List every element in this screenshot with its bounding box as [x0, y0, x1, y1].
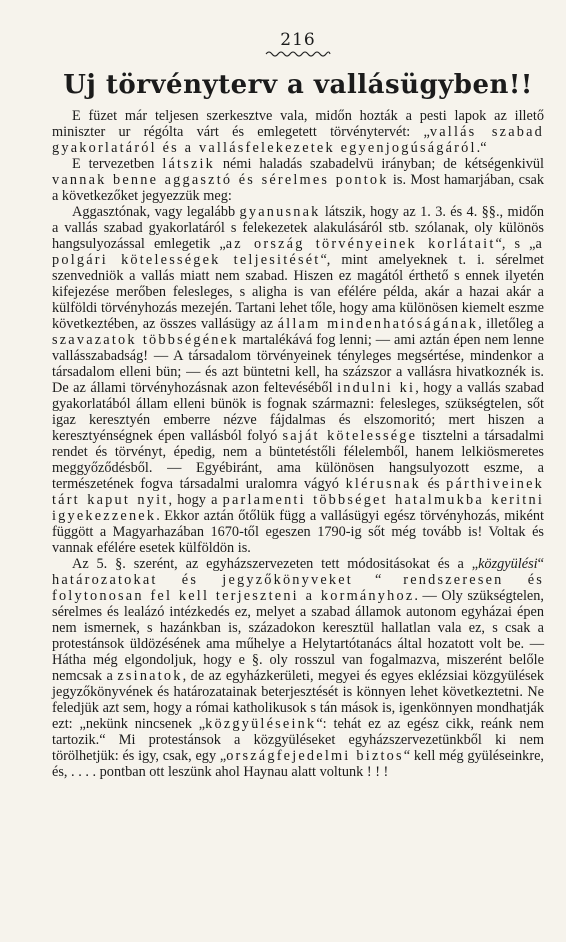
spaced-emphasis: szavazatok többségének [52, 332, 239, 348]
paragraph [52, 108, 544, 156]
text-run: és [420, 476, 447, 492]
text-run: E tervezetben [72, 156, 163, 172]
text-run: “ [352, 572, 404, 588]
text-run: , de az egyházkerületi, megyei és egyes eklézsiai közgyülések jegyzőkönyvének és határozatainak beterjesztését is könnyen lehet következtetni. Ne feledjük azt sem, hogy a római katholikusok s tán mások is, igenkönnyen mondhatják ezt: „nekünk nincsenek „ [52, 668, 544, 732]
spaced-emphasis: országfejedelmi biztos [226, 748, 404, 764]
spaced-emphasis: indulni ki [337, 380, 416, 396]
text-run: “: tehát ez az egész cikk, reánk nem tartozik.“ Mi protestánsok a közgyüléseket egyházszervezetünkből ki nem törölhetjük: és igy, csak, egy „ [52, 716, 544, 764]
spaced-emphasis: vannak benne aggasztó és sérelmes pontok [52, 172, 389, 188]
spaced-emphasis: zsinatok [117, 668, 183, 684]
spaced-emphasis: látszik [162, 156, 216, 172]
spaced-emphasis: saját kötelessége [282, 428, 418, 444]
text-run: , hogy a vallás szabad gyakorlatából állam elleni bünök is fognak származni: felesleges, szükségtelen, sőt igaz keresztyén emberre nézve fájdalmas és elszomoritó; mert hiszen a keresztyénségnek épen vallásból folyó [52, 380, 544, 444]
text-run: látszik, hogy az 1. 3. és 4. §§., midőn a vallás szabad gyakorlatáról s felekezetek alakulásáról stb. szólanak, oly különös hangsulyozással emlegetik „ [52, 204, 544, 252]
text-run: tisztelni a társadalmi rendet és törvényt, épedig, nem a büntetéstőli félelemből, hanem lelkiösmeretes meggyőződésből. — Egyébiránt, ama különösen hangsulyozott eszme, a természetének fogva társadalmi uralomra vágyó [52, 428, 544, 492]
paragraph [52, 204, 544, 556]
spaced-emphasis: rendszeresen és folytonosan fel kell terjeszteni a kormányhoz [52, 572, 545, 604]
text-run: . Ekkor aztán őtőlük függ a vallásügyi egész törvényhozás, miként függött a Magyarhazában 1670-től egeszen 1790-ig sőt még tovább is! Voltak és vannak efélére esetek külföldön is. [52, 508, 544, 556]
spaced-emphasis: a polgári kötelességek teljesitését [52, 236, 544, 268]
spaced-emphasis: közgyüléseink [205, 716, 317, 732]
text-run: némi haladás szabadelvü irányban; de kétségenkivül [215, 156, 544, 172]
text-run: . — Oly szükségtelen, sérelmes és lealázó intézkedés ez, melyet a szabad államok autonom egyházai épen nem ismernek, s hazánkban is, századokon keresztül hallatlan vala ez, s csak a protestánsok üldözésének ama műhelye a Helytartótanács által hozatott volt be. — Hátha még elgondoljuk, hogy e §. oly rosszul van fogalmazva, miszerént belőle nemcsak a [52, 588, 544, 684]
spaced-emphasis: párthiveinek tárt kaput nyit [52, 476, 545, 508]
spaced-emphasis: vallás szabad gyakorlatáról és a vallásfelekezetek egyenjogúságáról [52, 124, 545, 156]
spaced-emphasis: gyanusnak [239, 204, 321, 220]
text-run: martalékává fog lenni; — ami aztán épen nem lenne vallásszabadság! — A társadalom törvényeinek tényleges megsértése, mindenkor a társadalom elleni bün; — és azt büntetni kell, ha százszor a vallásra hivatkoznék is. De az állami törvényhozásnak azon feltevéséből [52, 332, 544, 396]
page-number: 216 [280, 30, 316, 50]
paragraph [52, 556, 544, 780]
spaced-emphasis: parlamenti többséget hatalmukba keritni igyekezzenek [52, 492, 544, 524]
text-run: “, s „ [495, 236, 536, 252]
text-run: “ [537, 556, 544, 572]
spaced-emphasis: állam mindenhatóságának [277, 316, 479, 332]
article-body [52, 108, 544, 780]
text-run: Az 5. §. szerént, az egyházszervezeten tett módositásokat és a „ [72, 556, 479, 572]
text-run: E füzet már teljesen szerkesztve vala, midőn hozták a pesti lapok az illető miniszter ur régólta várt és emlegetett törvénytervét: „ [52, 108, 544, 140]
text-run: is. Most hamarjában, csak a következőket jegyezzük meg: [52, 172, 544, 204]
text-run: “ kell még gyüléseinkre, és, . . . . pontban ott leszünk ahol Haynau alatt voltunk ! ! ! [52, 748, 545, 780]
italic-term: közgyülési [478, 556, 538, 572]
spaced-emphasis: határozatokat és jegyzőkönyveket [52, 572, 353, 588]
text-run: “, mint amelyeknek t. i. sérelmet szenvedniök a vallás miatt nem szabad. Hiszen ez magától érthető s ennek ilyetén kifejezése merőben felesleges, s aligha is van efélére példa, akár a hazai akár a külföldi törvényhozás mezején. Tartani lehet tőle, hogy ama különösen kiemelt eszme következtében, az összes vallásügy az [52, 252, 545, 332]
text-run: , hogy a [168, 492, 223, 508]
text-run: Aggasztónak, vagy legalább [72, 204, 240, 220]
wavy-ornament-icon [265, 50, 331, 58]
spaced-emphasis: klérusnak [345, 476, 421, 492]
spaced-emphasis: az ország törvényeinek korlátait [225, 236, 496, 252]
paragraph [52, 156, 544, 204]
text-run: , illetőleg a [478, 316, 544, 332]
text-run: .“ [476, 140, 487, 156]
page-title: Uj törvényterv a vallásügyben!! [63, 70, 533, 100]
